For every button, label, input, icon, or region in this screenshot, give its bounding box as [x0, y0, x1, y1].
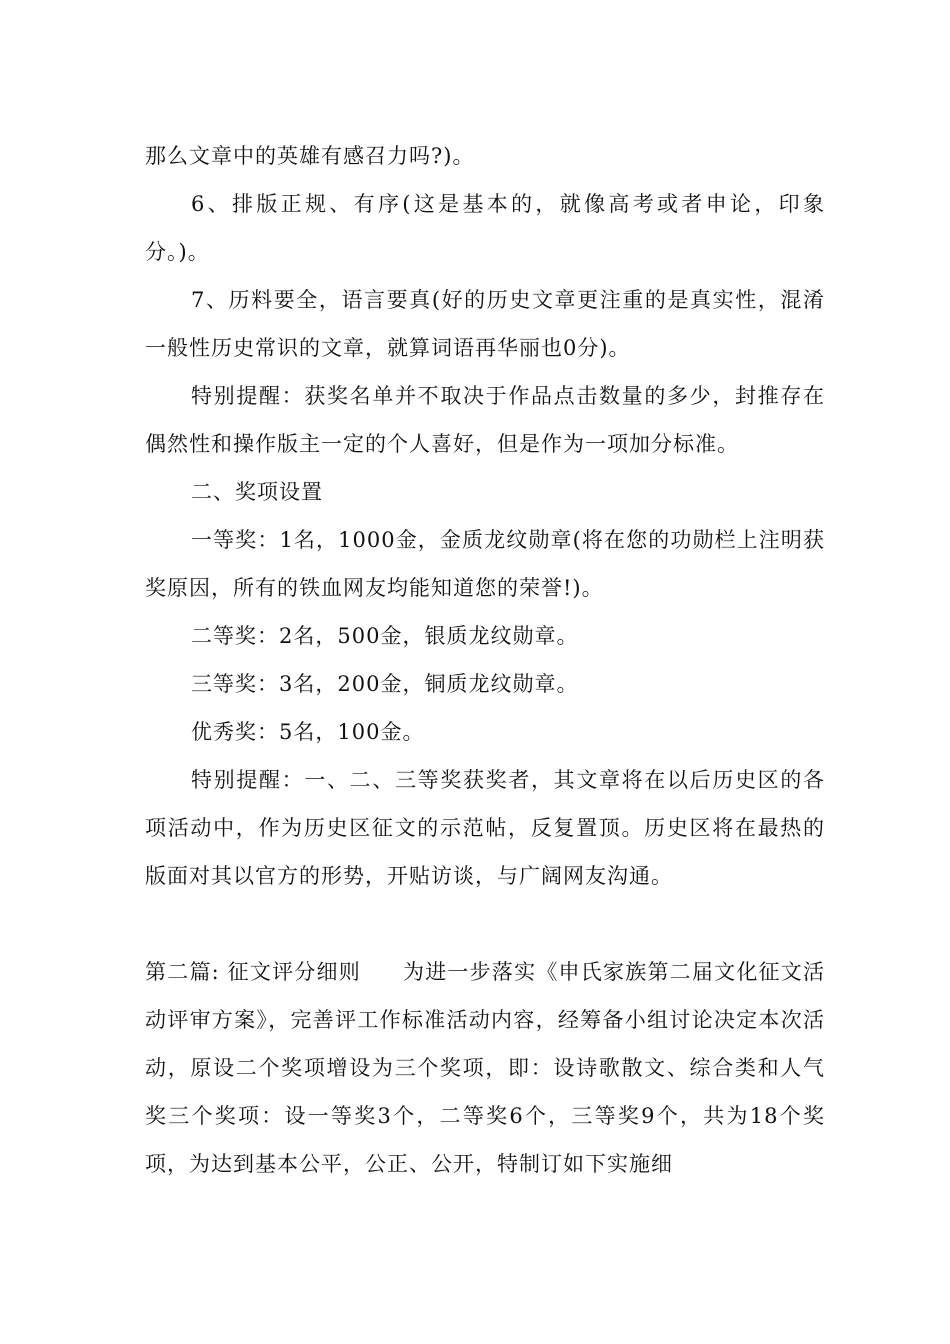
paragraph-third-prize: 三等奖：3名，200金，铜质龙纹勋章。 — [191, 672, 579, 696]
section-heading-awards: 二、奖项设置 — [191, 480, 323, 504]
section-2-heading: 第二篇: 征文评分细则 — [145, 960, 361, 984]
paragraph-item-7: 7、历料要全，语言要真(好的历史文章更注重的是真实性，混淆一般性历史常识的文章，就算词语再华丽也0分)。 — [145, 288, 825, 360]
section-2-body: 为进一步落实《申氏家族第二届文化征文活动评审方案》，完善评工作标准活动内容，经筹备小组讨论决定本次活动，原设二个奖项增设为三个奖项，即：设诗歌散文、综合类和人气奖三个奖项：设一等奖3个，二等奖6个，三等奖9个，共为18个奖项，为达到基本公平，公正、公开，特制订如下实施细 — [145, 960, 826, 1176]
paragraph-special-reminder-1: 特别提醒：获奖名单并不取决于作品点击数量的多少，封推存在偶然性和操作版主一定的个人喜好，但是作为一项加分标准。 — [145, 384, 825, 456]
paragraph-first-prize: 一等奖：1名，1000金，金质龙纹勋章(将在您的功勋栏上注明获奖原因，所有的铁血网友均能知道您的荣誉!)。 — [145, 528, 825, 600]
paragraph-continuation: 那么文章中的英雄有感召力吗?)。 — [145, 144, 475, 168]
paragraph-item-6: 6、排版正规、有序(这是基本的，就像高考或者申论，印象分。)。 — [145, 192, 825, 264]
paragraph-excellence-prize: 优秀奖：5名，100金。 — [191, 720, 425, 744]
document-body — [145, 132, 825, 1188]
section-2-paragraph — [145, 948, 825, 1188]
paragraph-second-prize: 二等奖：2名，500金，银质龙纹勋章。 — [191, 624, 579, 648]
section-gap — [145, 900, 825, 948]
paragraph-special-reminder-2: 特别提醒：一、二、三等奖获奖者，其文章将在以后历史区的各项活动中，作为历史区征文的示范帖，反复置顶。历史区将在最热的版面对其以官方的形势，开贴访谈，与广阔网友沟通。 — [145, 768, 825, 888]
